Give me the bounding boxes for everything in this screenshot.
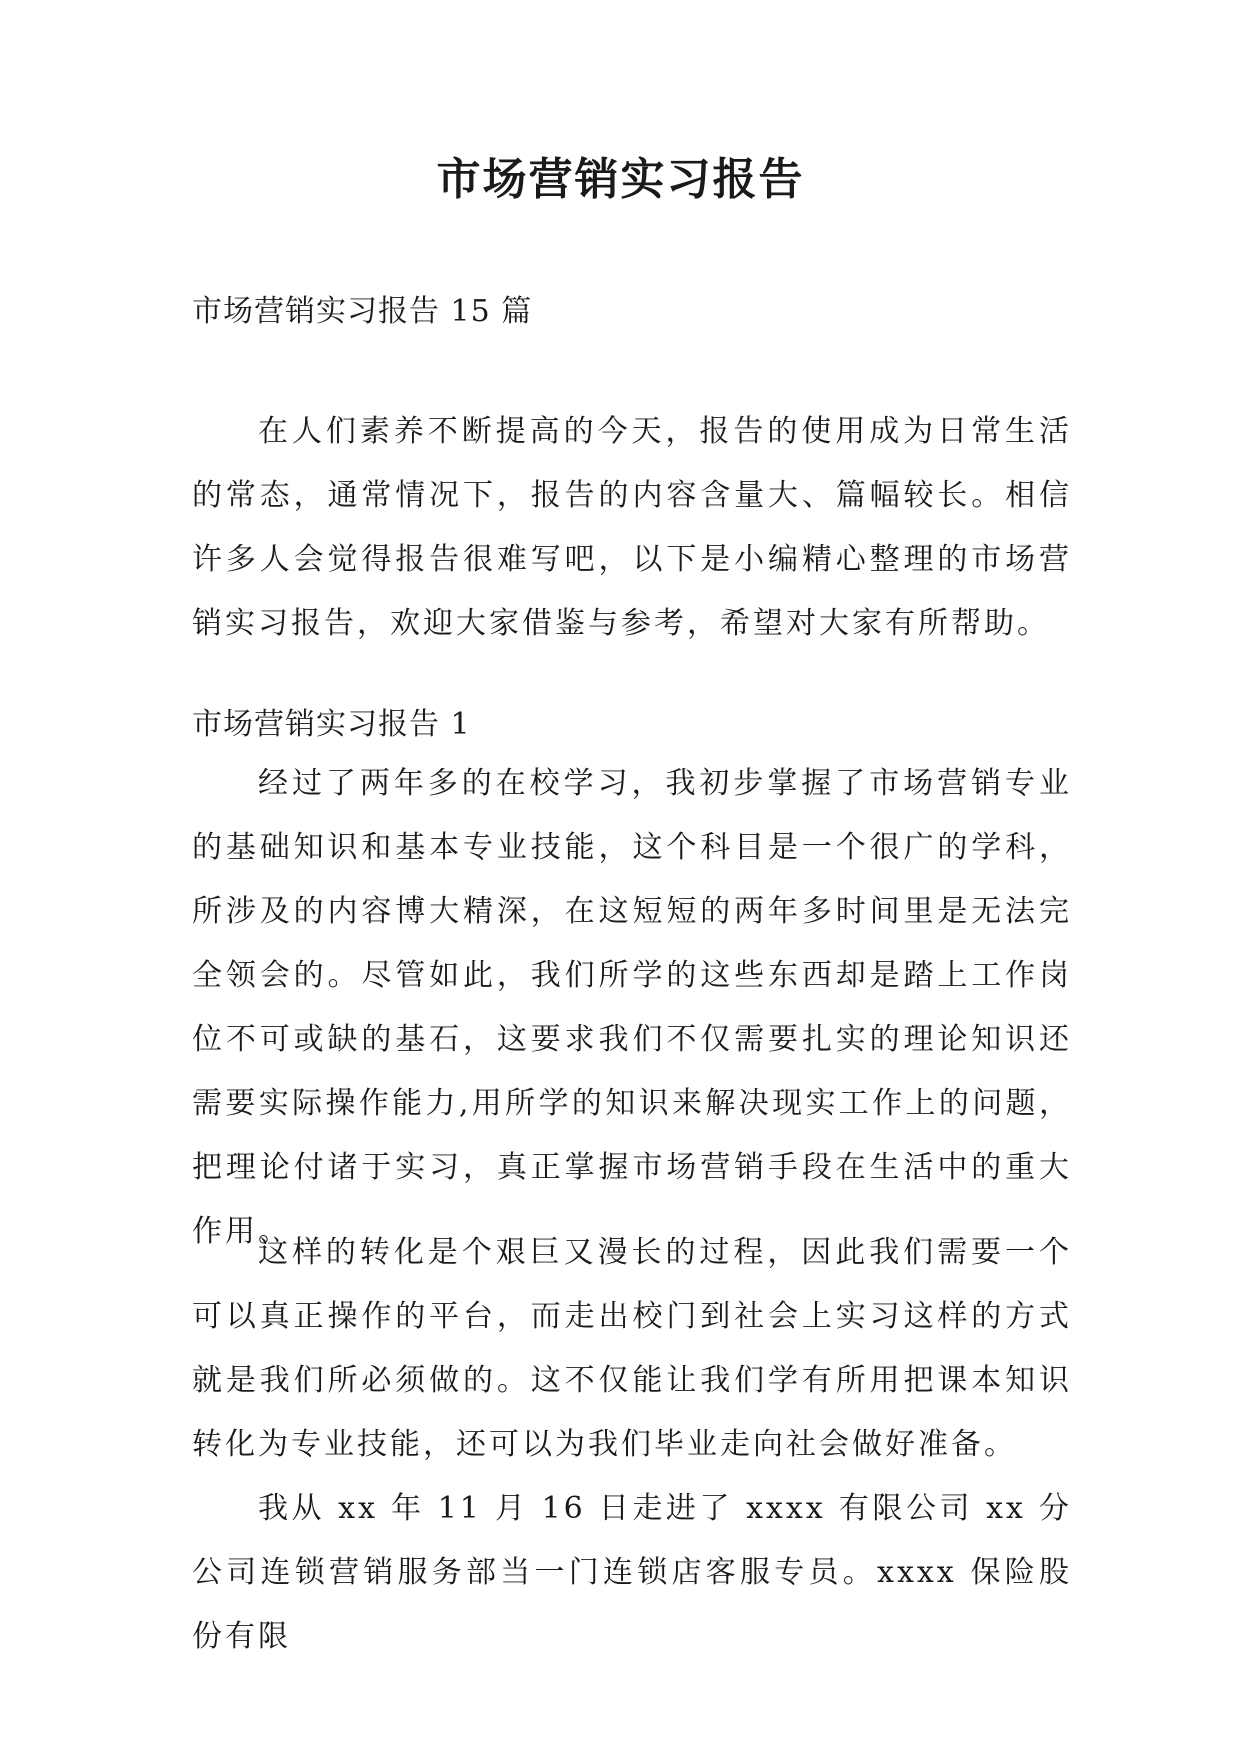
body-paragraph: 这样的转化是个艰巨又漫长的过程，因此我们需要一个可以真正操作的平台，而走出校门到社会上实习这样的方式就是我们所必须做的。这不仅能让我们学有所用把课本知识转化为专业技能，还可以为我们毕业走向社会做好准备。 [192, 1235, 1072, 1462]
section-heading: 市场营销实习报告 1 [192, 707, 471, 742]
body-paragraph: 我从 xx 年 11 月 16 日走进了 xxxx 有限公司 xx 分公司连锁营销服务部当一门连锁店客服专员。xxxx 保险股份有限 [192, 1491, 1072, 1654]
body-paragraph: 经过了两年多的在校学习，我初步掌握了市场营销专业的基础知识和基本专业技能，这个科目是一个很广的学科，所涉及的内容博大精深，在这短短的两年多时间里是无法完全领会的。尽管如此，我们所学的这些东西却是踏上工作岗位不可或缺的基石，这要求我们不仅需要扎实的理论知识还需要实际操作能力,用所学的知识来解决现实工作上的问题，把理论付诸于实习，真正掌握市场营销手段在生活中的重大作用。 [192, 766, 1072, 1249]
document-title: 市场营销实习报告 [436, 154, 805, 205]
document-subtitle: 市场营销实习报告 15 篇 [192, 294, 533, 329]
intro-paragraph: 在人们素养不断提高的今天，报告的使用成为日常生活的常态，通常情况下，报告的内容含量大、篇幅较长。相信许多人会觉得报告很难写吧，以下是小编精心整理的市场营销实习报告，欢迎大家借鉴与参考，希望对大家有所帮助。 [192, 414, 1072, 641]
